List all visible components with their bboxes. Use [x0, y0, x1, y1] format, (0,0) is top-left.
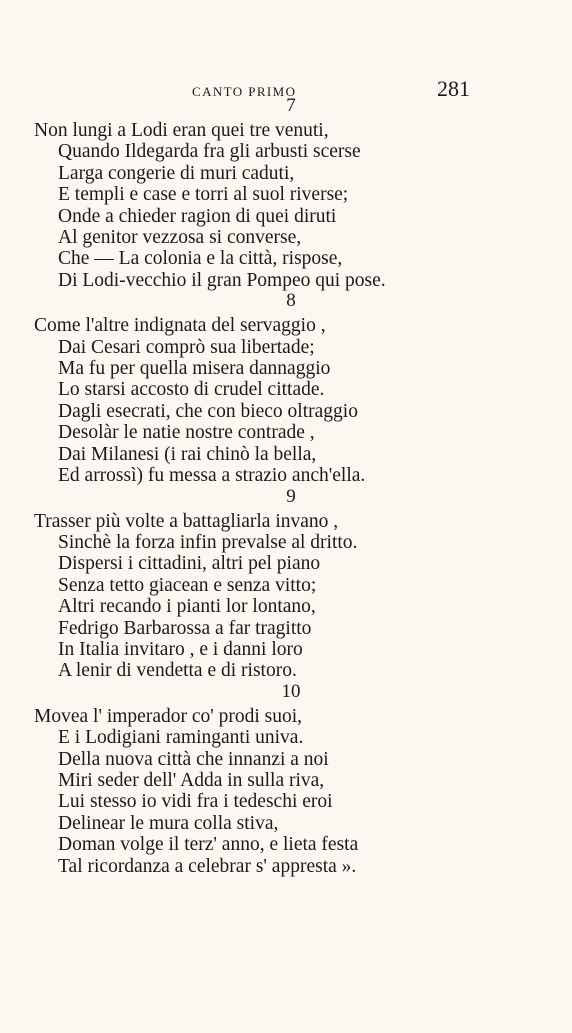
- verse-line: A lenir di vendetta e di ristoro.: [58, 660, 297, 682]
- verse-line: Onde a chieder ragion di quei diruti: [58, 205, 337, 227]
- stanza-number: 10: [281, 680, 301, 702]
- verse-line: Al genitor vezzosa si converse,: [58, 227, 302, 249]
- verse-line: Doman volge il terz' anno, e lieta festa: [58, 834, 359, 856]
- stanza: [0, 682, 572, 877]
- verse-line: Come l'altre indignata del servaggio ,: [34, 315, 326, 337]
- verse-line: Quando Ildegarda fra gli arbusti scerse: [58, 141, 361, 163]
- verse-line: Lui stesso io vidi fra i tedeschi eroi: [58, 791, 333, 813]
- verse-line: Tal ricordanza a celebrar s' appresta ».: [58, 855, 357, 877]
- verse-line: Sinchè la forza infin prevalse al dritto.: [58, 531, 358, 553]
- page-number: 281: [437, 76, 470, 101]
- verse-line: Lo starsi accosto di crudel cittade.: [58, 379, 325, 401]
- verse-line: Fedrigo Barbarossa a far tragitto: [58, 617, 312, 639]
- verse-line: In Italia invitaro , e i danni loro: [58, 638, 303, 660]
- verse-line: Dispersi i cittadini, altri pel piano: [58, 553, 321, 575]
- verse-line: Della nuova città che innanzi a noi: [58, 748, 329, 770]
- stanza: [0, 96, 572, 291]
- stanza: [0, 291, 572, 486]
- verse-line: Trasser più volte a battagliarla invano ,: [34, 510, 339, 532]
- poem-text: [0, 96, 572, 877]
- verse-line: Ma fu per quella misera dannaggio: [58, 358, 331, 380]
- verse-line: Non lungi a Lodi eran quei tre venuti,: [34, 120, 329, 141]
- verse-line: Larga congerie di muri caduti,: [58, 162, 295, 184]
- verse-line: E i Lodigiani raminganti univa.: [58, 727, 304, 749]
- stanza-number: 8: [286, 290, 296, 312]
- verse-line: Altri recando i pianti lor lontano,: [58, 596, 316, 618]
- verse-line: Dai Milanesi (i rai chinò la bella,: [58, 443, 317, 465]
- verse-line: Di Lodi-vecchio il gran Pompeo qui pose.: [58, 269, 386, 291]
- stanza-number: 7: [286, 95, 296, 116]
- running-title: CANTO PRIMO: [192, 84, 297, 99]
- verse-line: Ed arrossì) fu messa a strazio anch'ella.: [58, 465, 366, 487]
- verse-line: Che — La colonia e la città, rispose,: [58, 248, 343, 270]
- verse-line: Movea l' imperador co' prodi suoi,: [34, 705, 303, 727]
- verse-line: Dai Cesari comprò sua libertade;: [58, 336, 315, 358]
- verse-line: E templi e case e torri al suol riverse;: [58, 184, 349, 206]
- verse-line: Senza tetto giacean e senza vitto;: [58, 574, 317, 596]
- verse-line: Desolàr le natie nostre contrade ,: [58, 422, 315, 444]
- verse-line: Dagli esecrati, che con bieco oltraggio: [58, 400, 358, 422]
- stanza: [0, 487, 572, 682]
- verse-line: Delinear le mura colla stiva,: [58, 812, 279, 834]
- verse-line: Miri seder dell' Adda in sulla riva,: [58, 769, 325, 791]
- stanza-number: 9: [286, 485, 296, 507]
